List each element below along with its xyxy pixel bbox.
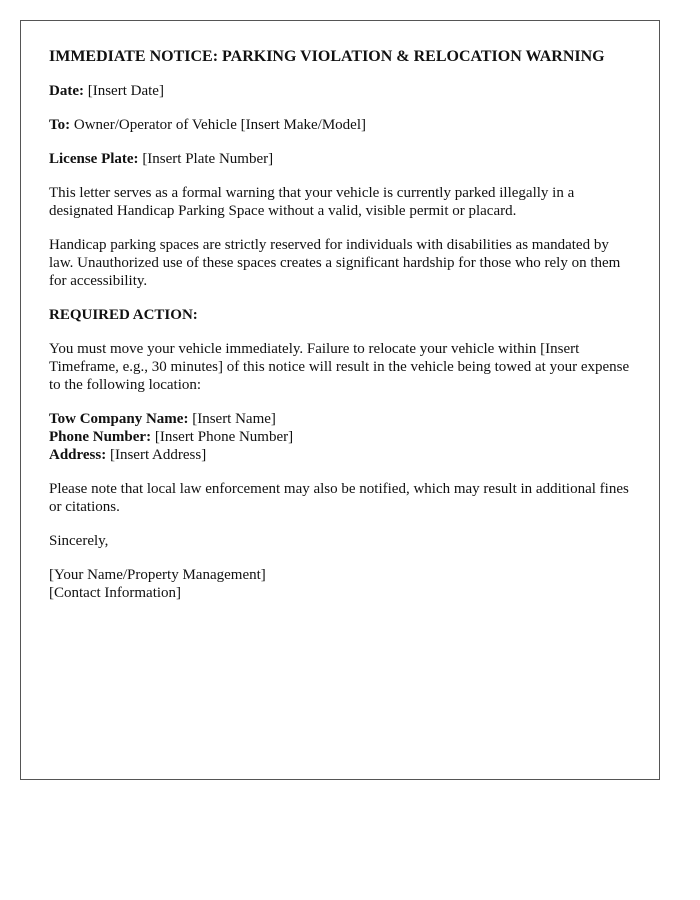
tow-company-label: Tow Company Name:	[49, 411, 189, 427]
license-plate-label: License Plate:	[49, 151, 139, 167]
tow-company-details	[49, 410, 631, 464]
signature-block	[49, 566, 631, 602]
warning-paragraph: This letter serves as a formal warning that your vehicle is currently parked illegally in a designated Handicap Parking Space without a valid, visible permit or placard.	[49, 185, 575, 219]
date-value: [Insert Date]	[83, 83, 164, 99]
recipient-line	[49, 116, 631, 134]
tow-phone-line	[49, 428, 631, 446]
notice-letter	[20, 20, 660, 780]
recipient-label: To:	[49, 117, 71, 133]
tow-phone-label: Phone Number:	[49, 429, 152, 445]
letter-title: IMMEDIATE NOTICE: PARKING VIOLATION & RELOCATION WARNING	[49, 48, 605, 65]
tow-address-line	[49, 446, 631, 464]
tow-company-line	[49, 410, 631, 428]
license-plate-line	[49, 150, 631, 168]
closing: Sincerely,	[49, 533, 109, 549]
law-enforcement-paragraph: Please note that local law enforcement may also be notified, which may result in additional fines or citations.	[49, 481, 629, 515]
tow-phone-value: [Insert Phone Number]	[151, 429, 294, 445]
required-action-heading: REQUIRED ACTION:	[49, 307, 198, 323]
relocation-paragraph: You must move your vehicle immediately. Failure to relocate your vehicle within [Insert Timeframe, e.g., 30 minutes] of this notice will result in the vehicle being towed at your expense to the following location:	[49, 341, 630, 393]
signature-name: [Your Name/Property Management]	[49, 567, 266, 583]
license-plate-value: [Insert Plate Number]	[138, 151, 274, 167]
tow-address-value: [Insert Address]	[106, 447, 207, 463]
signature-contact: [Contact Information]	[49, 585, 182, 601]
tow-company-value: [Insert Name]	[188, 411, 276, 427]
recipient-value: Owner/Operator of Vehicle [Insert Make/Model]	[70, 117, 366, 133]
reserved-spaces-paragraph: Handicap parking spaces are strictly reserved for individuals with disabilities as mandated by law. Unauthorized use of these spaces creates a significant hardship for those who rely on them for accessibility.	[49, 237, 621, 289]
date-label: Date:	[49, 83, 84, 99]
date-line	[49, 82, 631, 100]
tow-address-label: Address:	[49, 447, 107, 463]
